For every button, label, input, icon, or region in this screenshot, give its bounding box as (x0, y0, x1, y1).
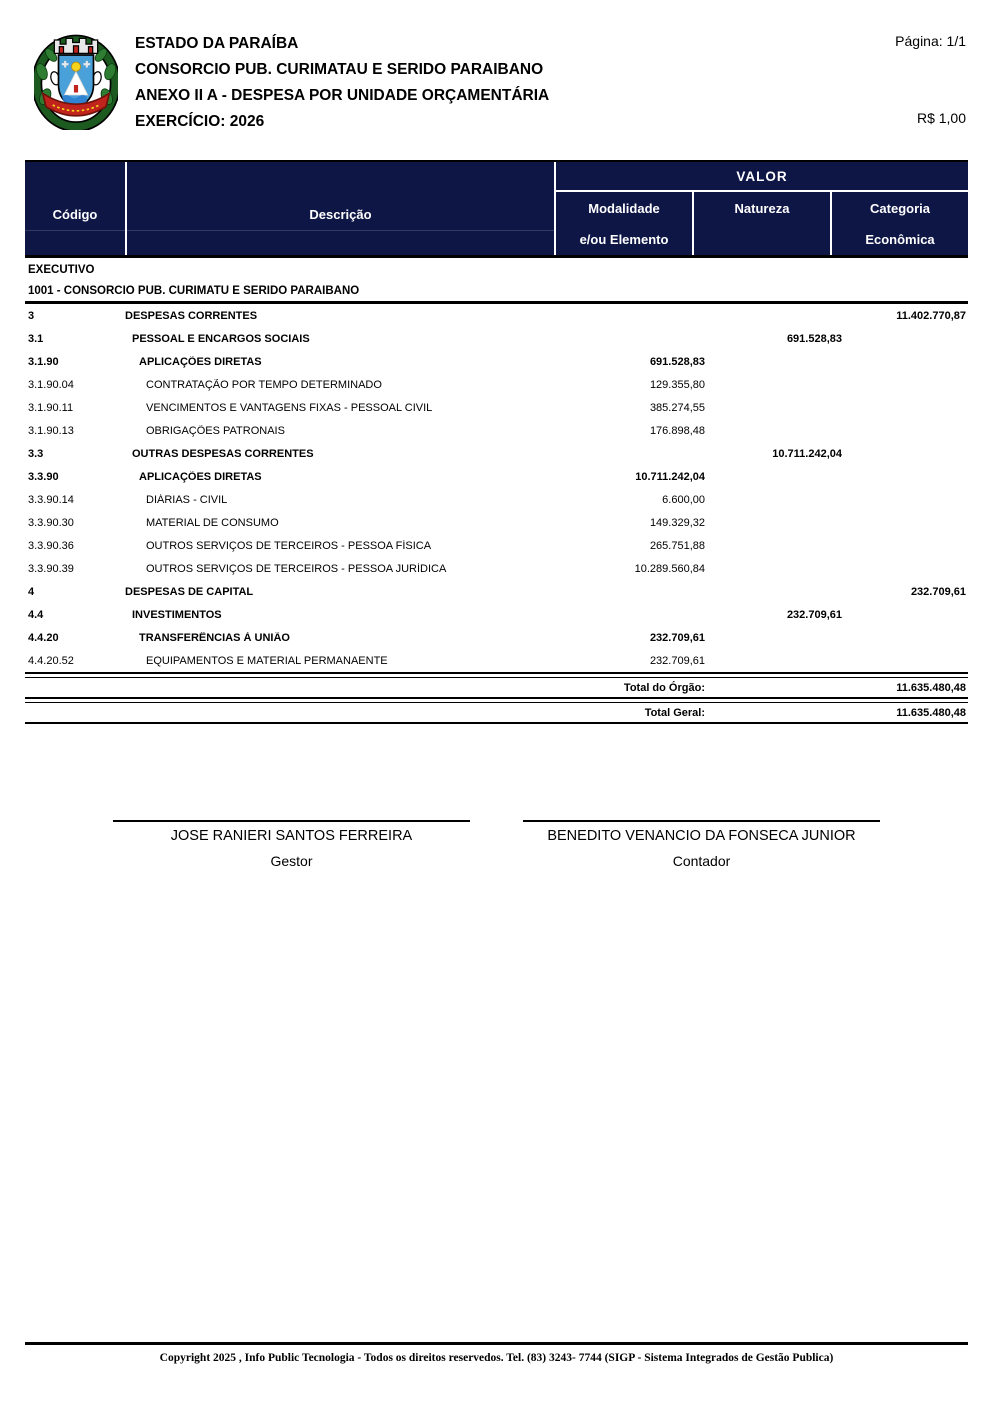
table-row (25, 419, 968, 442)
row-code: 4 (28, 585, 35, 598)
row-code: 3.1.90.04 (28, 378, 74, 391)
total-orgao-row (25, 678, 968, 697)
row-value-categoria: 232.709,61 (910, 585, 966, 598)
title-state: ESTADO DA PARAÍBA (135, 35, 299, 52)
column-header-valor: VALOR (556, 162, 968, 192)
row-value-modalidade: 691.528,83 (649, 355, 705, 368)
row-description: APLICAÇÕES DIRETAS (139, 470, 262, 483)
total-geral-label: Total Geral: (644, 706, 705, 719)
copyright-text: Copyright 2025 , Info Public Tecnologia - Todos os direitos reservedos. Tel. (83) 3243- 7744 (SIGP - Sistema Integrados de Gestão Publica) (159, 1352, 834, 1364)
table-row (25, 534, 968, 557)
table-row (25, 373, 968, 396)
budget-table (25, 160, 968, 724)
row-description: DESPESAS CORRENTES (125, 309, 258, 322)
row-description: OUTROS SERVIÇOS DE TERCEIROS - PESSOA FÍSICA (146, 539, 432, 552)
row-value-modalidade: 129.355,80 (649, 378, 705, 391)
row-description: MATERIAL DE CONSUMO (146, 516, 279, 529)
total-orgao-value: 11.635.480,48 (896, 681, 966, 694)
row-description: DESPESAS DE CAPITAL (125, 585, 254, 598)
page-number: Página: 1/1 (895, 33, 966, 49)
table-row (25, 327, 968, 350)
row-description: EQUIPAMENTOS E MATERIAL PERMANAENTE (146, 654, 388, 667)
total-geral-row (25, 703, 968, 722)
signer-name: BENEDITO VENANCIO DA FONSECA JUNIOR (547, 828, 856, 844)
row-value-modalidade: 232.709,61 (649, 631, 705, 644)
row-description: APLICAÇÕES DIRETAS (139, 355, 262, 368)
row-description: DIÁRIAS - CIVIL (146, 493, 228, 506)
row-description: OBRIGAÇÕES PATRONAIS (146, 424, 285, 437)
data-rows (25, 304, 968, 672)
table-row (25, 488, 968, 511)
row-description: INVESTIMENTOS (132, 608, 222, 621)
title-exercise: EXERCÍCIO: 2026 (135, 113, 265, 130)
row-code: 3.1.90.13 (28, 424, 74, 437)
table-row (25, 350, 968, 373)
table-row (25, 304, 968, 327)
column-header-categoria: Categoria Econômica (830, 192, 968, 255)
row-code: 3.3.90 (28, 470, 59, 483)
column-header-descricao: Descrição (127, 162, 556, 255)
coat-of-arms-icon (34, 30, 118, 130)
row-value-modalidade: 10.711.242,04 (635, 470, 705, 483)
row-description: OUTROS SERVIÇOS DE TERCEIROS - PESSOA JURÍDICA (146, 562, 447, 575)
column-header-natureza: Natureza (692, 192, 830, 255)
currency-unit: R$ 1,00 (916, 110, 966, 126)
row-code: 3.3.90.39 (28, 562, 74, 575)
row-value-modalidade: 232.709,61 (649, 654, 705, 667)
row-description: CONTRATAÇÃO POR TEMPO DETERMINADO (146, 378, 382, 391)
row-value-modalidade: 265.751,88 (649, 539, 705, 552)
total-orgao-label: Total do Órgão: (623, 681, 705, 694)
row-code: 3.3.90.14 (28, 493, 74, 506)
coat-of-arms-logo (34, 30, 118, 130)
row-code: 3.1.90.11 (28, 401, 74, 414)
row-description: PESSOAL E ENCARGOS SOCIAIS (132, 332, 310, 345)
row-value-categoria: 11.402.770,87 (896, 309, 966, 322)
row-code: 3.1.90 (28, 355, 59, 368)
title-annex: ANEXO II A - DESPESA POR UNIDADE ORÇAMENTÁRIA (135, 87, 550, 104)
table-row (25, 649, 968, 672)
column-header-valor-group (556, 162, 968, 255)
table-row (25, 603, 968, 626)
row-value-natureza: 691.528,83 (786, 332, 842, 345)
table-header (25, 160, 968, 258)
table-row (25, 557, 968, 580)
row-code: 3 (28, 309, 35, 322)
row-code: 3.3.90.30 (28, 516, 74, 529)
signer-role: Contador (672, 853, 731, 869)
signer-name: JOSE RANIERI SANTOS FERREIRA (170, 828, 413, 844)
total-geral-value: 11.635.480,48 (896, 706, 966, 719)
row-code: 3.3.90.36 (28, 539, 74, 552)
table-row (25, 580, 968, 603)
table-body (25, 258, 968, 724)
row-value-modalidade: 10.289.560,84 (634, 562, 705, 575)
row-description: TRANSFERÊNCIAS À UNIÃO (139, 631, 290, 644)
row-value-modalidade: 176.898,48 (649, 424, 705, 437)
row-code: 4.4.20.52 (28, 654, 74, 667)
row-code: 4.4.20 (28, 631, 59, 644)
table-row (25, 465, 968, 488)
row-value-modalidade: 6.600,00 (662, 493, 705, 506)
report-titles (135, 31, 549, 135)
page-footer (25, 1342, 968, 1364)
row-code: 4.4 (28, 608, 44, 621)
row-description: VENCIMENTOS E VANTAGENS FIXAS - PESSOAL CIVIL (146, 401, 433, 414)
signer-role: Gestor (270, 853, 313, 869)
signature-contador (523, 820, 880, 869)
row-code: 3.1 (28, 332, 44, 345)
table-row (25, 396, 968, 419)
table-row (25, 442, 968, 465)
title-entity: CONSORCIO PUB. CURIMATAU E SERIDO PARAIBANO (135, 61, 544, 78)
row-value-natureza: 232.709,61 (786, 608, 842, 621)
table-bottom-rule (25, 722, 968, 724)
row-value-natureza: 10.711.242,04 (772, 447, 842, 460)
column-header-codigo: Código (25, 162, 127, 255)
row-value-modalidade: 149.329,32 (649, 516, 705, 529)
row-code: 3.3 (28, 447, 44, 460)
row-value-modalidade: 385.274,55 (649, 401, 705, 414)
row-description: OUTRAS DESPESAS CORRENTES (132, 447, 314, 460)
signature-gestor (113, 820, 470, 869)
table-row (25, 511, 968, 534)
column-header-modalidade: Modalidade e/ou Elemento (579, 200, 669, 247)
section-row-executivo: EXECUTIVO (28, 263, 95, 276)
section-row-unidade: 1001 - CONSORCIO PUB. CURIMATU E SERIDO PARAIBANO (25, 281, 968, 304)
table-row (25, 626, 968, 649)
